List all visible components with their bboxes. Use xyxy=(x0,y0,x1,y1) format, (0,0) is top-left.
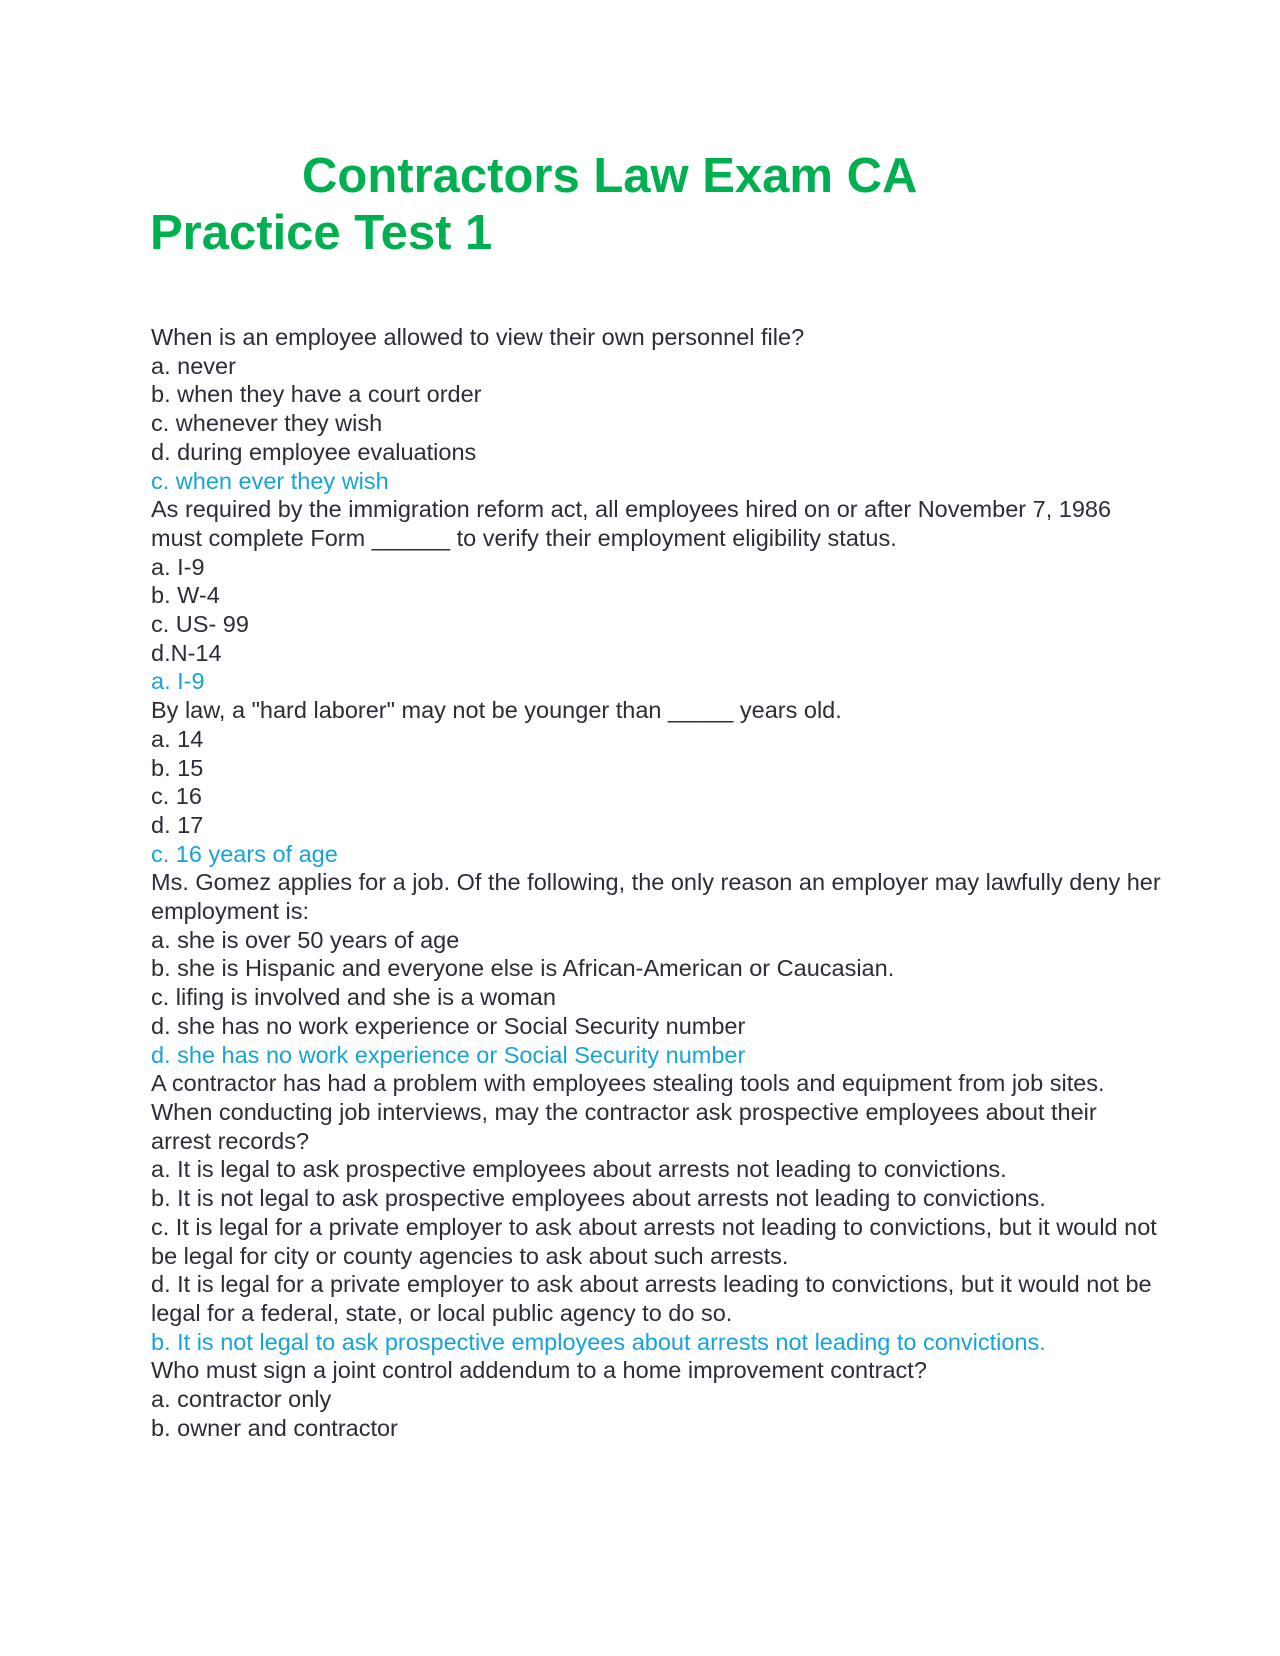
option: d. during employee evaluations xyxy=(151,438,477,465)
question-text: As required by the immigration reform act, all employees hired on or after November 7, 1986 must complete Form ______ to verify their employment eligibility status. xyxy=(151,496,1118,551)
option: c. US- 99 xyxy=(151,611,249,638)
option: b. W-4 xyxy=(151,582,220,609)
option: b. 15 xyxy=(151,754,204,781)
answer-text: a. I-9 xyxy=(151,668,205,695)
question-list xyxy=(151,323,1168,1442)
question-text: When is an employee allowed to view their own personnel file? xyxy=(151,324,805,350)
question-text: A contractor has had a problem with employees stealing tools and equipment from job sites. When conducting job interviews, may the contractor ask prospective employees about their arrest records? xyxy=(151,1070,1112,1154)
option: a. 14 xyxy=(151,725,204,752)
title-line-1: Contractors Law Exam CA xyxy=(302,149,918,203)
question-block xyxy=(151,1356,1161,1442)
answer-text: d. she has no work experience or Social Security number xyxy=(151,1041,746,1068)
option: a. never xyxy=(151,352,236,379)
question-text: Ms. Gomez applies for a job. Of the following, the only reason an employer may lawfully deny her employment is: xyxy=(151,869,1168,925)
option: d. 17 xyxy=(151,811,204,838)
document-title xyxy=(150,148,1150,262)
question-block xyxy=(151,696,1161,868)
option: c. 16 xyxy=(151,783,202,810)
option: a. contractor only xyxy=(151,1386,332,1413)
option: c. It is legal for a private employer to ask about arrests not leading to convictions, but it would not be legal for city or county agencies to ask about such arrests. xyxy=(151,1213,1164,1269)
question-block xyxy=(151,1069,1164,1356)
option: b. when they have a court order xyxy=(151,381,482,408)
option: d.N-14 xyxy=(151,639,222,666)
question-block xyxy=(151,495,1161,696)
option: a. I-9 xyxy=(151,553,205,580)
option: c. whenever they wish xyxy=(151,410,383,437)
option: d. It is legal for a private employer to ask about arrests leading to convictions, but it would not be legal for a federal, state, or local public agency to do so. xyxy=(151,1271,1159,1326)
answer-text: c. when ever they wish xyxy=(151,467,389,494)
answer-text: c. 16 years of age xyxy=(151,840,338,867)
option: b. she is Hispanic and everyone else is African-American or Caucasian. xyxy=(151,955,895,982)
option: c. lifing is involved and she is a woman xyxy=(151,984,556,1011)
title-line-2: Practice Test 1 xyxy=(150,206,493,260)
option: a. It is legal to ask prospective employees about arrests not leading to convictions. xyxy=(151,1156,1007,1183)
question-text: By law, a "hard laborer" may not be younger than _____ years old. xyxy=(151,697,842,724)
question-block xyxy=(151,323,1161,495)
question-block xyxy=(151,868,1168,1069)
option: a. she is over 50 years of age xyxy=(151,926,460,953)
option: d. she has no work experience or Social Security number xyxy=(151,1012,746,1039)
option: b. It is not legal to ask prospective employees about arrests not leading to convictions. xyxy=(151,1185,1046,1212)
option: b. owner and contractor xyxy=(151,1414,398,1441)
answer-text: b. It is not legal to ask prospective employees about arrests not leading to convictions. xyxy=(151,1328,1046,1355)
question-text: Who must sign a joint control addendum to a home improvement contract? xyxy=(151,1357,927,1384)
